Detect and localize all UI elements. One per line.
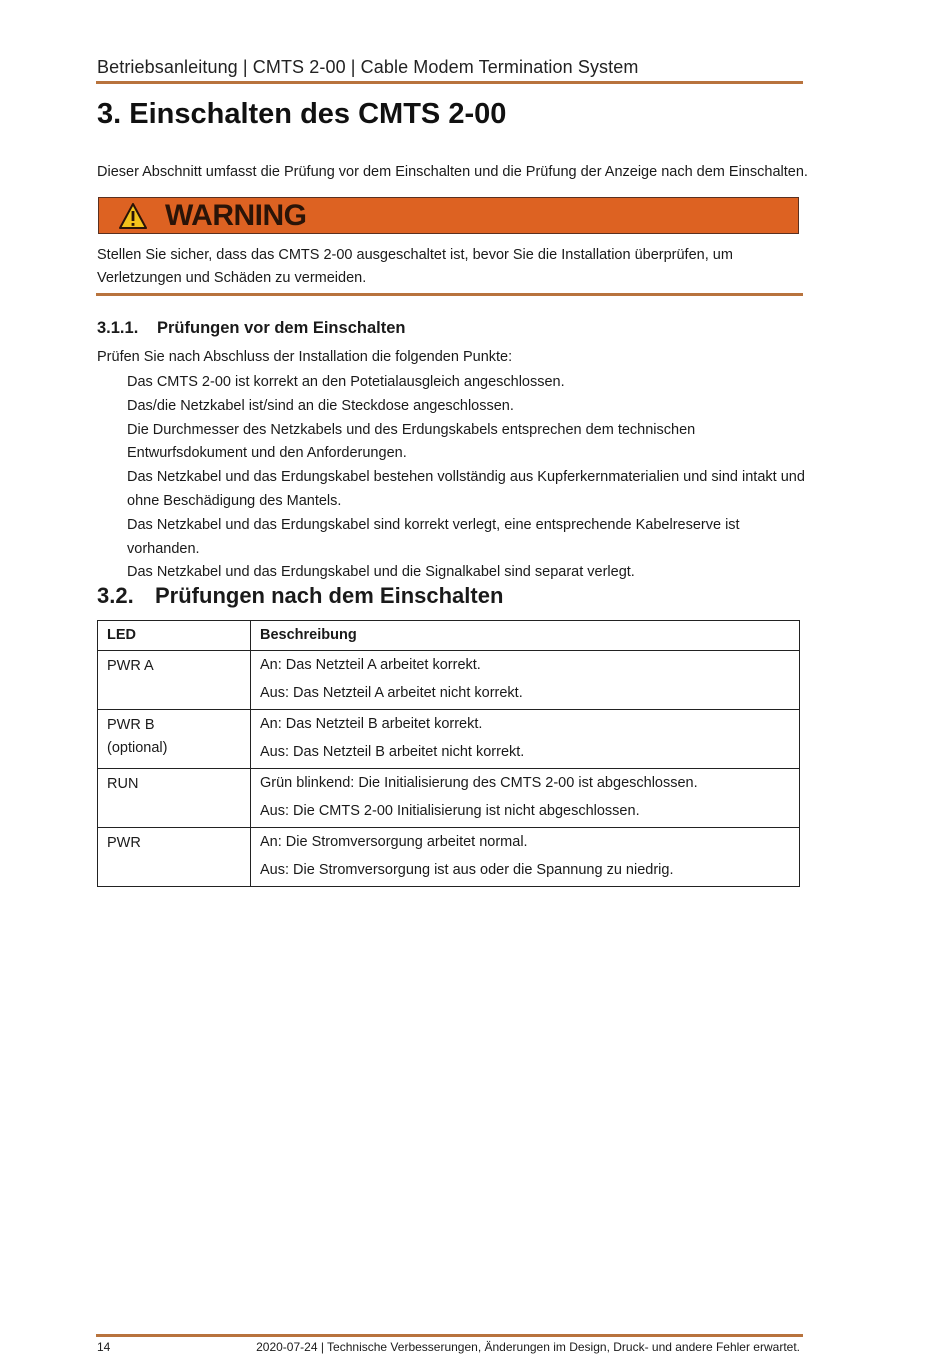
section-title: 3. Einschalten des CMTS 2-00 bbox=[97, 98, 507, 130]
warning-triangle-icon bbox=[119, 203, 147, 229]
footer-rule bbox=[96, 1334, 803, 1337]
table-row bbox=[98, 710, 800, 769]
subsection-title: Prüfungen vor dem Einschalten bbox=[157, 319, 406, 337]
list-item: Das Netzkabel und das Erdungskabel bestehen vollständig aus Kupferkernmaterialien und sind intakt und ohne Beschädigung des Mantels. bbox=[127, 469, 805, 509]
list-item: Das Netzkabel und das Erdungskabel sind korrekt verlegt, eine entsprechende Kabelreserve ist vorhanden. bbox=[127, 516, 740, 557]
led-name: PWR B bbox=[107, 717, 155, 733]
page-number: 14 bbox=[97, 1340, 111, 1354]
header-rule bbox=[96, 81, 803, 84]
checklist-lead: Prüfen Sie nach Abschluss der Installation die folgenden Punkte: bbox=[97, 349, 513, 365]
warning-rule bbox=[96, 293, 803, 296]
led-cell bbox=[98, 651, 251, 710]
led-off-state: Aus: Das Netzteil B arbeitet nicht korrekt. bbox=[260, 744, 525, 760]
list-item: Das Netzkabel und das Erdungskabel und die Signalkabel sind separat verlegt. bbox=[127, 564, 635, 581]
led-off-state: Aus: Die CMTS 2-00 Initialisierung ist nicht abgeschlossen. bbox=[260, 803, 640, 819]
description-cell bbox=[251, 651, 800, 710]
subsection-number: 3.2. bbox=[97, 583, 134, 608]
footer-text: 2020-07-24 | Technische Verbesserungen, Änderungen im Design, Druck- und andere Fehler erwartet. bbox=[256, 1340, 800, 1354]
led-off-state: Aus: Das Netzteil A arbeitet nicht korrekt. bbox=[260, 685, 523, 701]
table-row bbox=[98, 769, 800, 828]
table-row bbox=[98, 651, 800, 710]
led-on-state: An: Das Netzteil B arbeitet korrekt. bbox=[260, 716, 483, 732]
running-header: Betriebsanleitung | CMTS 2-00 | Cable Modem Termination System bbox=[97, 57, 639, 77]
led-name: PWR A bbox=[107, 658, 154, 674]
list-item: Das CMTS 2-00 ist korrekt an den Potetialausgleich angeschlossen. bbox=[127, 374, 565, 390]
description-cell bbox=[251, 828, 800, 887]
section-intro: Dieser Abschnitt umfasst die Prüfung vor dem Einschalten und die Prüfung der Anzeige nach dem Einschalten. bbox=[97, 164, 808, 180]
led-cell bbox=[98, 828, 251, 887]
pre-power-checklist bbox=[127, 371, 807, 585]
led-on-state: Grün blinkend: Die Initialisierung des CMTS 2-00 ist abgeschlossen. bbox=[260, 775, 698, 791]
led-on-state: An: Die Stromversorgung arbeitet normal. bbox=[260, 834, 528, 850]
warning-banner bbox=[98, 197, 799, 234]
subsection-title: Prüfungen nach dem Einschalten bbox=[155, 583, 504, 608]
led-cell bbox=[98, 769, 251, 828]
led-name: RUN bbox=[107, 776, 139, 792]
subsection-heading-3-1-1 bbox=[97, 319, 405, 338]
led-status-table bbox=[97, 620, 800, 887]
list-item: Das/die Netzkabel ist/sind an die Steckdose angeschlossen. bbox=[127, 397, 514, 414]
list-item: Die Durchmesser des Netzkabels und des Erdungskabels entsprechen dem technischen Entwurfsdokument und den Anforderungen. bbox=[127, 421, 696, 462]
led-on-state: An: Das Netzteil A arbeitet korrekt. bbox=[260, 657, 481, 673]
description-cell bbox=[251, 710, 800, 769]
led-note: (optional) bbox=[107, 740, 168, 756]
subsection-heading-3-2 bbox=[97, 583, 503, 609]
column-header-description: Beschreibung bbox=[251, 621, 800, 651]
table-row bbox=[98, 828, 800, 887]
subsection-number: 3.1.1. bbox=[97, 319, 139, 337]
table-header-row bbox=[98, 621, 800, 651]
led-name: PWR bbox=[107, 835, 141, 851]
warning-label: WARNING bbox=[165, 199, 307, 232]
warning-text: Stellen Sie sicher, dass das CMTS 2-00 ausgeschaltet ist, bevor Sie die Installation überprüfen, um Verletzungen und Schäden zu vermeiden. bbox=[97, 247, 733, 286]
led-off-state: Aus: Die Stromversorgung ist aus oder die Spannung zu niedrig. bbox=[260, 862, 674, 878]
column-header-led: LED bbox=[98, 621, 251, 651]
led-cell bbox=[98, 710, 251, 769]
description-cell bbox=[251, 769, 800, 828]
